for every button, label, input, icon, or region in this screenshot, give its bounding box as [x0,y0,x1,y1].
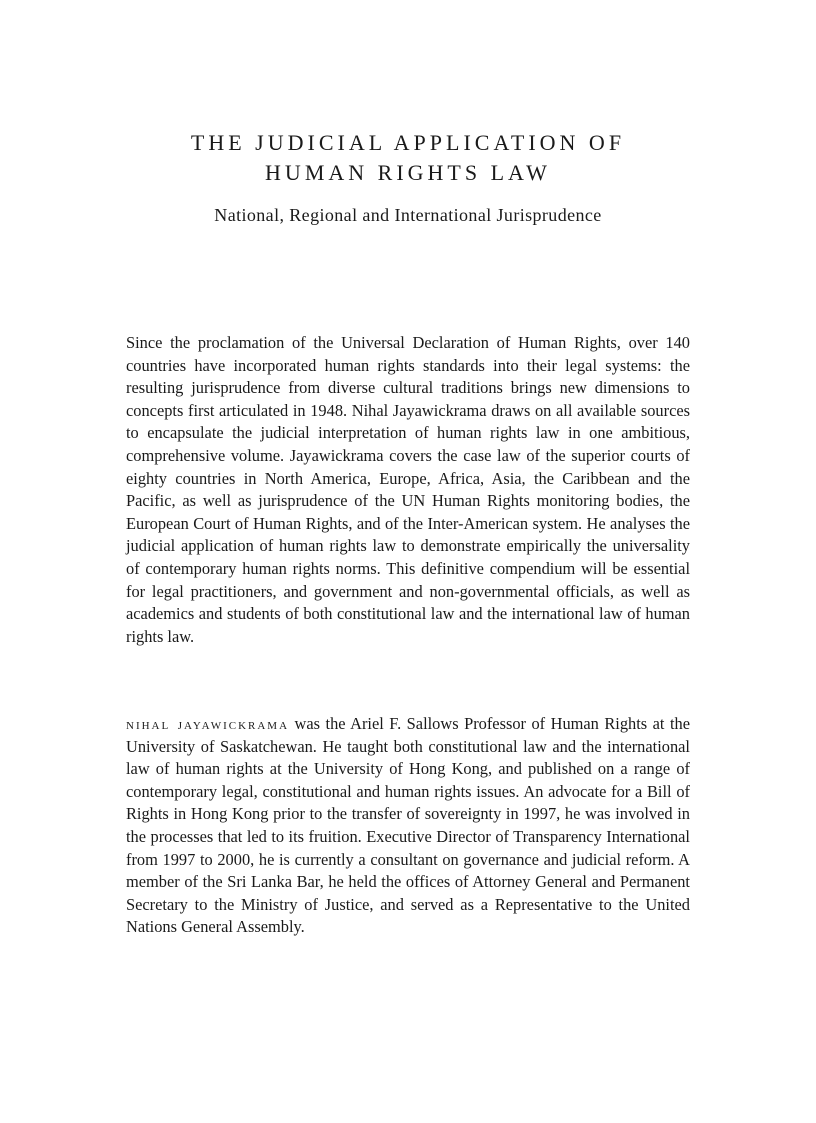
book-title-line-2: HUMAN RIGHTS LAW [265,160,551,185]
book-subtitle: National, Regional and International Jurisprudence [214,205,602,225]
author-name: nihal jayawickrama [126,714,290,733]
book-title-line-1: THE JUDICIAL APPLICATION OF [190,130,626,155]
book-title [0,128,816,188]
book-description: Since the proclamation of the Universal Declaration of Human Rights, over 140 countries have incorporated human rights standards into their legal systems: the resulting jurisprudence from diverse cultural traditions brings new dimensions to concepts first articulated in 1948. Nihal Jayawickrama draws on all available sources to encapsulate the judicial interpretation of human rights law in one ambitious, comprehensive volume. Jayawickrama covers the case law of the superior courts of eighty countries in North America, Europe, Africa, Asia, the Caribbean and the Pacific, as well as jurisprudence of the UN Human Rights monitoring bodies, the European Court of Human Rights, and of the Inter-American system. He analyses the judicial application of human rights law to demonstrate empirically the universality of contemporary human rights norms. This definitive compendium will be essential for legal practitioners, and government and non-governmental officials, as well as academics and students of both constitutional law and the international law of human rights law. [126,333,690,646]
author-bio-paragraph [126,713,690,939]
author-bio-text: was the Ariel F. Sallows Professor of Human Rights at the University of Saskatchewan. He taught both constitutional law and the international law of human rights at the University of Hong Kong, and published on a range of contemporary legal, constitutional and human rights issues. An advocate for a Bill of Rights in Hong Kong prior to the transfer of sovereignty in 1997, he was involved in the processes that led to its fruition. Executive Director of Transparency International from 1997 to 2000, he is currently a consultant on governance and judicial reform. A member of the Sri Lanka Bar, he held the offices of Attorney General and Permanent Secretary to the Ministry of Justice, and served as a Representative to the United Nations General Assembly. [126,714,690,937]
